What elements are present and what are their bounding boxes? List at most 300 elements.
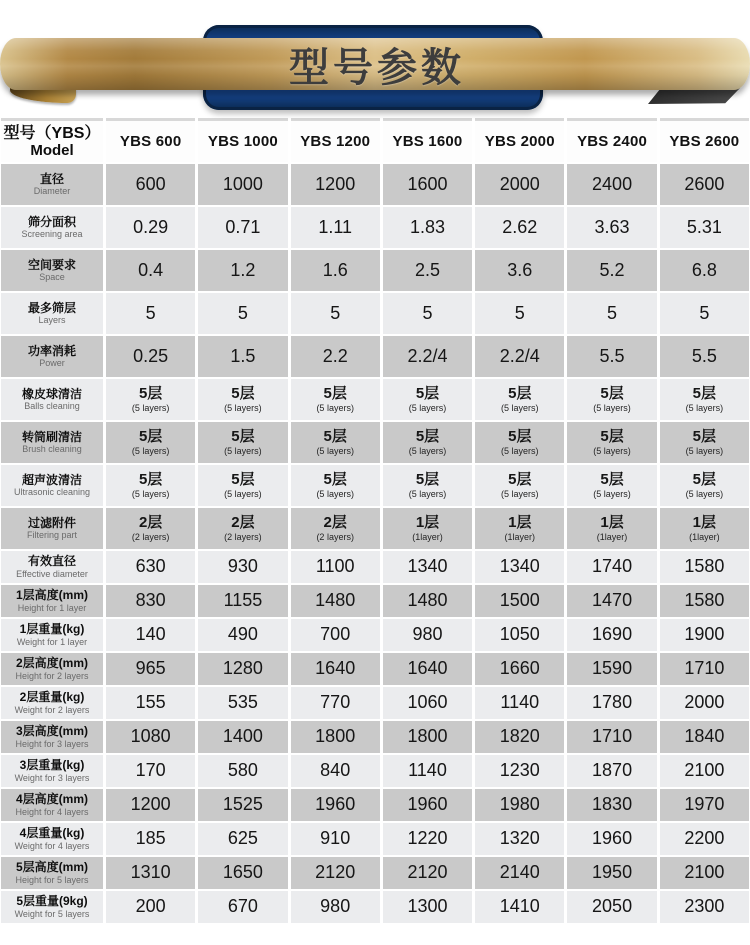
cell-subvalue: (5 layers) (593, 445, 631, 456)
table-cell (106, 619, 195, 651)
cell-value: 2140 (499, 862, 540, 883)
table-cell (383, 465, 472, 506)
cell-subvalue: (5 layers) (224, 488, 262, 499)
table-cell (198, 250, 287, 291)
row-label (1, 721, 103, 753)
cell-subvalue: (5 layers) (501, 488, 539, 499)
table-cell (567, 857, 656, 889)
table-cell (475, 379, 564, 420)
row-label (1, 336, 103, 377)
table-cell (567, 164, 656, 205)
banner-ribbon (0, 38, 750, 90)
cell-value: 140 (135, 624, 166, 645)
row-label-zh: 2层高度(mm) (15, 656, 88, 671)
table-cell (567, 585, 656, 617)
cell-value: 1层 (508, 514, 532, 532)
cell-value: 1层 (692, 514, 717, 532)
cell-value: 1100 (315, 556, 355, 577)
row-label-zh: 空间要求 (27, 257, 76, 272)
cell-value: 670 (227, 896, 258, 917)
table-cell (198, 687, 287, 719)
cell-value: 1840 (684, 726, 725, 747)
row-label (1, 789, 103, 821)
table-cell (106, 755, 195, 787)
table-row (1, 379, 749, 420)
row-label-en: Height for 1 layer (17, 602, 87, 613)
row-label (1, 164, 103, 205)
row-label (1, 293, 103, 334)
cell-value: 2.62 (502, 216, 538, 237)
table-cell (198, 422, 287, 463)
row-label-en: Ultrasonic cleaning (13, 487, 91, 498)
row-label-en: Weight for 5 layers (14, 908, 90, 919)
cell-value: 5 (330, 302, 341, 323)
cell-value: 830 (135, 590, 166, 611)
cell-subvalue: (1layer) (504, 531, 536, 542)
cell-value: 980 (412, 624, 443, 645)
cell-value: 1800 (407, 726, 448, 747)
cell-value: 1470 (592, 590, 633, 611)
table-cell (660, 250, 749, 291)
table-cell (475, 551, 564, 583)
cell-value: 5层 (415, 428, 440, 446)
cell-value: 5层 (508, 385, 532, 403)
row-label-zh: 橡皮球清洁 (21, 386, 82, 401)
table-cell (106, 379, 195, 420)
cell-value: 2400 (592, 173, 633, 194)
cell-value: 1.5 (230, 345, 256, 366)
table-cell (660, 465, 749, 506)
table-cell (383, 508, 472, 549)
cell-value: 980 (320, 896, 351, 917)
cell-value: 5 (514, 302, 525, 323)
cell-value: 0.71 (225, 216, 261, 237)
cell-value: 1340 (407, 556, 448, 577)
cell-value: 1580 (684, 556, 725, 577)
cell-value: 630 (135, 556, 166, 577)
table-cell (383, 336, 472, 377)
cell-subvalue: (5 layers) (224, 402, 262, 413)
cell-value: 2100 (684, 760, 725, 781)
cell-value: 170 (135, 760, 166, 781)
cell-value: 2100 (684, 862, 725, 883)
column-header: YBS 1200 (291, 118, 380, 162)
row-label (1, 551, 103, 583)
row-label-zh: 转筒刷清洁 (21, 429, 82, 444)
cell-value: 1000 (222, 173, 263, 194)
table-cell (475, 293, 564, 334)
table-cell (567, 250, 656, 291)
table-cell (383, 891, 472, 923)
cell-value: 1960 (592, 828, 633, 849)
table-row (1, 619, 749, 651)
table-cell (475, 508, 564, 549)
table-cell (660, 619, 749, 651)
cell-value: 1280 (222, 658, 263, 679)
row-label (1, 619, 103, 651)
cell-subvalue: (5 layers) (408, 445, 447, 456)
cell-value: 1.11 (318, 216, 353, 237)
table-cell (106, 789, 195, 821)
cell-value: 700 (320, 624, 351, 645)
ribbon-left-fold (10, 88, 76, 103)
table-cell (660, 551, 749, 583)
cell-value: 1640 (315, 658, 356, 679)
cell-value: 2.2 (322, 345, 348, 366)
row-label-zh: 1层高度(mm) (15, 588, 88, 603)
table-cell (383, 653, 472, 685)
cell-value: 1740 (592, 556, 633, 577)
table-cell (475, 653, 564, 685)
table-row (1, 508, 749, 549)
cell-value: 5 (422, 302, 433, 323)
cell-value: 580 (227, 760, 258, 781)
table-row (1, 465, 749, 506)
row-label (1, 422, 103, 463)
cell-subvalue: (1layer) (412, 531, 443, 542)
row-label (1, 687, 103, 719)
row-label-zh: 功率消耗 (27, 343, 76, 358)
cell-value: 2层 (323, 514, 347, 532)
cell-value: 1140 (408, 760, 447, 781)
spec-table (0, 118, 750, 923)
table-cell (660, 755, 749, 787)
column-header: YBS 1000 (198, 118, 287, 162)
cell-value: 1400 (222, 726, 263, 747)
cell-value: 965 (135, 658, 166, 679)
table-cell (198, 619, 287, 651)
cell-subvalue: (5 layers) (316, 402, 354, 413)
table-cell (383, 823, 472, 855)
cell-value: 5 (237, 302, 248, 323)
row-label-en: Diameter (33, 186, 71, 197)
table-row (1, 891, 749, 923)
table-cell (660, 508, 749, 549)
table-cell (475, 823, 564, 855)
cell-value: 1960 (315, 794, 356, 815)
cell-value: 625 (227, 828, 258, 849)
table-cell (106, 336, 195, 377)
row-label (1, 755, 103, 787)
column-header: YBS 1600 (383, 118, 472, 162)
row-label-en: Weight for 1 layer (16, 636, 88, 647)
cell-value: 5.5 (599, 345, 625, 366)
table-cell (475, 789, 564, 821)
row-label (1, 250, 103, 291)
table-cell (106, 293, 195, 334)
cell-value: 1.6 (322, 259, 348, 280)
cell-value: 5 (699, 302, 710, 323)
table-cell (198, 721, 287, 753)
table-cell (291, 379, 380, 420)
cell-value: 1410 (499, 896, 540, 917)
row-label-en: Height for 3 layers (15, 738, 89, 749)
cell-value: 1600 (407, 173, 448, 194)
cell-value: 930 (227, 556, 258, 577)
table-cell (291, 891, 380, 923)
cell-subvalue: (5 layers) (501, 402, 539, 413)
table-cell (291, 721, 380, 753)
table-cell (106, 721, 195, 753)
table-cell (106, 857, 195, 889)
cell-value: 1525 (222, 794, 263, 815)
row-label-zh: 1层重量(kg) (19, 622, 85, 637)
cell-value: 3.63 (594, 216, 630, 237)
cell-value: 6.8 (691, 259, 717, 280)
title-banner (0, 0, 750, 118)
table-cell (198, 891, 287, 923)
cell-value: 5层 (323, 385, 347, 403)
table-cell (475, 857, 564, 889)
table-cell (198, 508, 287, 549)
table-cell (198, 789, 287, 821)
cell-value: 2120 (315, 862, 356, 883)
row-label-en: Space (39, 272, 65, 283)
table-cell (475, 721, 564, 753)
cell-value: 1220 (407, 828, 448, 849)
cell-value: 5层 (138, 471, 163, 489)
table-cell (475, 207, 564, 248)
cell-subvalue: (5 layers) (408, 402, 447, 413)
table-cell (475, 755, 564, 787)
table-cell (198, 755, 287, 787)
cell-value: 840 (320, 760, 351, 781)
cell-subvalue: (2 layers) (224, 531, 262, 542)
table-cell (291, 585, 380, 617)
cell-value: 1480 (407, 590, 448, 611)
table-cell (291, 857, 380, 889)
table-cell (106, 687, 195, 719)
table-cell (567, 293, 656, 334)
table-cell (660, 721, 749, 753)
cell-value: 1710 (592, 726, 633, 747)
cell-value: 1590 (592, 658, 633, 679)
table-cell (106, 164, 195, 205)
table-cell (475, 336, 564, 377)
row-label-zh: 3层高度(mm) (15, 724, 88, 739)
cell-value: 2300 (684, 896, 725, 917)
cell-subvalue: (5 layers) (685, 488, 724, 499)
cell-value: 5层 (323, 471, 347, 489)
cell-value: 1640 (407, 658, 448, 679)
cell-value: 1340 (499, 556, 540, 577)
cell-subvalue: (5 layers) (131, 402, 170, 413)
row-label-zh: 最多筛层 (27, 300, 76, 315)
cell-value: 2000 (499, 173, 540, 194)
cell-value: 1层 (415, 514, 440, 532)
cell-value: 1050 (499, 624, 540, 645)
table-cell (198, 653, 287, 685)
table-cell (106, 250, 195, 291)
table-cell (291, 653, 380, 685)
cell-subvalue: (1layer) (596, 531, 628, 542)
row-label-en: Power (39, 358, 65, 369)
row-label-en: Effective diameter (16, 568, 88, 579)
cell-value: 5层 (231, 428, 255, 446)
table-cell (567, 422, 656, 463)
row-label-zh: 4层重量(kg) (19, 826, 85, 841)
table-row (1, 293, 749, 334)
cell-value: 5层 (508, 471, 532, 489)
column-header: YBS 2600 (660, 118, 749, 162)
table-cell (198, 823, 287, 855)
cell-value: 1900 (684, 624, 725, 645)
cell-value: 1820 (499, 726, 540, 747)
table-cell (567, 336, 656, 377)
row-label-zh: 有效直径 (27, 554, 76, 569)
cell-value: 5层 (692, 471, 717, 489)
row-label (1, 823, 103, 855)
table-cell (291, 465, 380, 506)
table-cell (291, 164, 380, 205)
table-row (1, 336, 749, 377)
table-cell (198, 379, 287, 420)
cell-value: 5 (607, 302, 618, 323)
table-cell (567, 687, 656, 719)
table-cell (198, 551, 287, 583)
cell-value: 5层 (600, 385, 624, 403)
table-cell (106, 823, 195, 855)
cell-value: 1层 (600, 514, 624, 532)
table-row (1, 721, 749, 753)
column-header: YBS 600 (106, 118, 195, 162)
cell-value: 535 (227, 692, 258, 713)
table-cell (291, 207, 380, 248)
cell-subvalue: (5 layers) (131, 488, 170, 499)
table-cell (291, 250, 380, 291)
row-label-zh: 5层重量(9kg) (16, 894, 88, 909)
row-label-en: Height for 4 layers (15, 806, 89, 817)
cell-subvalue: (5 layers) (316, 488, 354, 499)
table-cell (475, 687, 564, 719)
table-cell (660, 653, 749, 685)
table-cell (660, 891, 749, 923)
cell-value: 1.2 (230, 259, 256, 280)
row-label-en: Brush cleaning (22, 444, 82, 455)
table-row (1, 422, 749, 463)
table-cell (567, 891, 656, 923)
table-cell (660, 379, 749, 420)
cell-value: 1960 (407, 794, 448, 815)
table-cell (660, 823, 749, 855)
table-cell (291, 551, 380, 583)
table-cell (106, 653, 195, 685)
cell-value: 1830 (592, 794, 633, 815)
table-cell (383, 857, 472, 889)
table-cell (660, 857, 749, 889)
cell-value: 185 (135, 828, 166, 849)
table-cell (106, 465, 195, 506)
table-cell (567, 755, 656, 787)
table-cell (106, 551, 195, 583)
cell-value: 1320 (499, 828, 540, 849)
cell-value: 1080 (130, 726, 171, 747)
cell-subvalue: (5 layers) (316, 445, 354, 456)
row-label (1, 857, 103, 889)
cell-value: 5层 (231, 471, 255, 489)
cell-value: 5层 (692, 428, 717, 446)
row-label-en: Screening area (21, 229, 83, 240)
table-row (1, 755, 749, 787)
cell-value: 910 (320, 828, 351, 849)
cell-value: 2000 (684, 692, 725, 713)
cell-value: 1580 (684, 590, 725, 611)
table-cell (198, 585, 287, 617)
cell-value: 200 (135, 896, 166, 917)
table-cell (660, 336, 749, 377)
table-cell (106, 422, 195, 463)
table-cell (106, 891, 195, 923)
cell-subvalue: (5 layers) (501, 445, 539, 456)
cell-value: 5 (145, 302, 156, 323)
row-label-en: Weight for 4 layers (14, 840, 90, 851)
cell-value: 1690 (592, 624, 633, 645)
table-header-row (1, 118, 749, 162)
table-cell (660, 789, 749, 821)
cell-value: 2.2/4 (407, 345, 448, 366)
cell-value: 2.5 (414, 259, 440, 280)
table-cell (567, 823, 656, 855)
table-cell (567, 619, 656, 651)
cell-value: 5层 (415, 471, 440, 489)
row-label (1, 465, 103, 506)
table-row (1, 585, 749, 617)
table-row (1, 551, 749, 583)
cell-value: 1650 (222, 862, 263, 883)
cell-value: 5层 (323, 428, 347, 446)
table-cell (383, 585, 472, 617)
table-cell (383, 721, 472, 753)
page-title: 型号参数 (289, 45, 465, 90)
cell-subvalue: (5 layers) (593, 488, 631, 499)
row-label (1, 653, 103, 685)
table-cell (383, 687, 472, 719)
table-cell (106, 508, 195, 549)
table-cell (567, 379, 656, 420)
table-cell (475, 465, 564, 506)
table-row (1, 823, 749, 855)
table-cell (475, 422, 564, 463)
cell-value: 1230 (499, 760, 540, 781)
table-cell (567, 508, 656, 549)
cell-value: 5.2 (599, 259, 625, 280)
cell-value: 1200 (130, 794, 171, 815)
cell-value: 2层 (138, 514, 163, 532)
row-label-en: Weight for 2 layers (14, 704, 90, 715)
table-cell (475, 891, 564, 923)
cell-value: 2200 (684, 828, 725, 849)
row-label-en: Filtering part (26, 530, 78, 541)
cell-value: 1300 (407, 896, 448, 917)
table-row (1, 207, 749, 248)
cell-value: 1800 (315, 726, 356, 747)
cell-value: 600 (135, 173, 166, 194)
cell-value: 1780 (592, 692, 633, 713)
cell-subvalue: (5 layers) (685, 445, 724, 456)
table-cell (291, 789, 380, 821)
cell-subvalue: (5 layers) (685, 402, 724, 413)
table-cell (291, 508, 380, 549)
table-cell (383, 789, 472, 821)
table-cell (198, 293, 287, 334)
row-label-zh: 筛分面积 (27, 214, 76, 229)
corner-cell (1, 118, 103, 162)
row-label (1, 379, 103, 420)
cell-value: 5层 (231, 385, 255, 403)
cell-value: 490 (227, 624, 258, 645)
table-cell (291, 687, 380, 719)
cell-value: 1200 (315, 173, 356, 194)
